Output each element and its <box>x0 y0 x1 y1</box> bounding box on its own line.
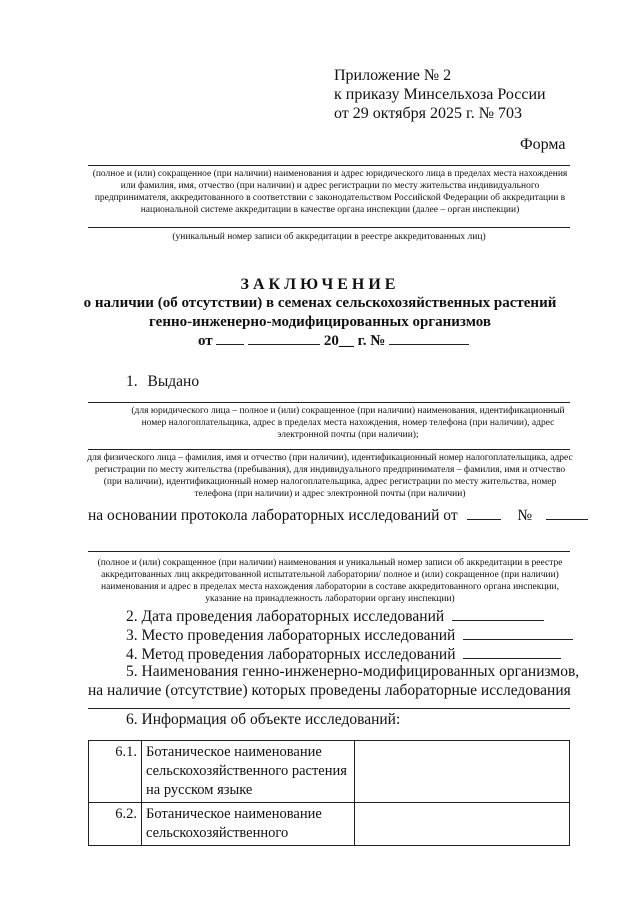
row-value-cell[interactable] <box>355 803 570 846</box>
object-info-table <box>88 740 570 846</box>
item4-blank[interactable] <box>463 644 561 659</box>
item4-method <box>126 644 561 664</box>
item5-gmo-line2: на наличие (отсутствие) которых проведены лабораторные исследования <box>88 682 571 699</box>
item2-blank[interactable] <box>452 606 544 621</box>
item5-gmo-line1: 5. Наименования генно-инженерно-модифицированных организмов, <box>126 663 580 680</box>
item2-label: 2. Дата проведения лабораторных исследований <box>126 608 445 625</box>
item1-issued <box>126 373 199 391</box>
row-label: Ботаническое наименование сельскохозяйственного растения на русском языке <box>142 741 355 803</box>
item3-blank[interactable] <box>463 625 573 640</box>
protocol-number-sign: № <box>517 507 533 524</box>
registry-number-line[interactable] <box>88 227 570 228</box>
doc-number-blank[interactable] <box>389 330 469 345</box>
date-year-label: 20__ г. № <box>323 333 386 349</box>
table-row <box>89 741 570 803</box>
org-caption: (полное и (или) сокращенное (при наличии) наименования и адрес юридического лица в пределах места нахождения или фамилия, имя, отчество (при наличии) и адрес регистрации по месту жительства индивидуального предпринимателя, аккредитованного в соответствии с законодательством Российской Федерации об аккредитации в национальной системе аккредитации в качестве органа инспекции (далее – орган инспекции) <box>92 169 568 215</box>
protocol-row <box>88 505 588 525</box>
row-number: 6.1. <box>89 741 142 803</box>
row-value-cell[interactable] <box>355 741 570 803</box>
legal-entity-caption: (для юридического лица – полное и (или) сокращенное (при наличии) наименования, идентификационный номер налогоплательщика, адрес в пределах места нахождения, номер телефона (при наличии), адрес электронной почты (при наличии); <box>131 406 565 440</box>
appendix-number: Приложение № 2 <box>334 67 452 84</box>
title-subject-line2: генно-инженерно-модифицированных организмов <box>149 314 491 330</box>
protocol-date-blank[interactable] <box>467 505 501 520</box>
item3-label: 3. Место проведения лабораторных исследований <box>126 627 456 644</box>
individual-caption: для физического лица – фамилия, имя и отчество (при наличии), идентификационный номер налогоплательщика, адрес регистрации по месту жительства (пребывания), для индивидуального предпринимателя – фамилия, имя и отчество (при наличии), идентификационный номер налогоплательщика, адрес регистрации по месту жительства, номер телефона (при наличии) и адрес электронной почты (при наличии) <box>87 453 573 499</box>
appendix-date: от 29 октября 2025 г. № 703 <box>334 105 523 122</box>
document-title: ЗАКЛЮЧЕНИЕ <box>240 276 400 293</box>
item1-number: 1. <box>126 373 138 390</box>
item2-date <box>126 606 544 626</box>
appendix-header <box>334 66 546 123</box>
item4-label: 4. Метод проведения лабораторных исследований <box>126 646 456 663</box>
recipient-line-1[interactable] <box>88 402 570 403</box>
laboratory-caption: (полное и (или) сокращенное (при наличии) наименования и уникальный номер записи об аккредитации в реестре аккредитованных лиц аккредитованной испытательной лаборатории/ полное и (или) сокращенное (при наличии) наименования и адрес в пределах места нахождения лаборатории в составе аккредитованного органа инспекции, указание на принадлежность лаборатории органу инспекции) <box>97 558 563 604</box>
recipient-line-2[interactable] <box>88 449 570 450</box>
date-month-blank[interactable] <box>248 330 320 345</box>
item1-label: Выдано <box>147 373 200 390</box>
appendix-order: к приказу Минсельхоза России <box>334 86 546 103</box>
protocol-text: на основании протокола лабораторных исследований от <box>88 507 458 524</box>
date-day-blank[interactable] <box>216 330 244 345</box>
laboratory-line[interactable] <box>88 551 570 552</box>
form-label: Форма <box>520 136 566 153</box>
table-row <box>89 803 570 846</box>
item3-place <box>126 625 573 645</box>
org-name-line[interactable] <box>88 165 570 166</box>
item6-object-info: 6. Информация об объекте исследований: <box>126 711 401 728</box>
title-subject-line1: о наличии (об отсутствии) в семенах сельскохозяйственных растений <box>83 295 557 311</box>
row-label: Ботаническое наименование сельскохозяйственного <box>142 803 355 846</box>
registry-caption: (уникальный номер записи об аккредитации в реестре аккредитованных лиц) <box>172 232 486 242</box>
gmo-list-line[interactable] <box>88 708 570 709</box>
row-number: 6.2. <box>89 803 142 846</box>
title-date-row <box>198 330 469 350</box>
date-prefix: от <box>198 333 213 349</box>
protocol-number-blank[interactable] <box>546 505 588 520</box>
